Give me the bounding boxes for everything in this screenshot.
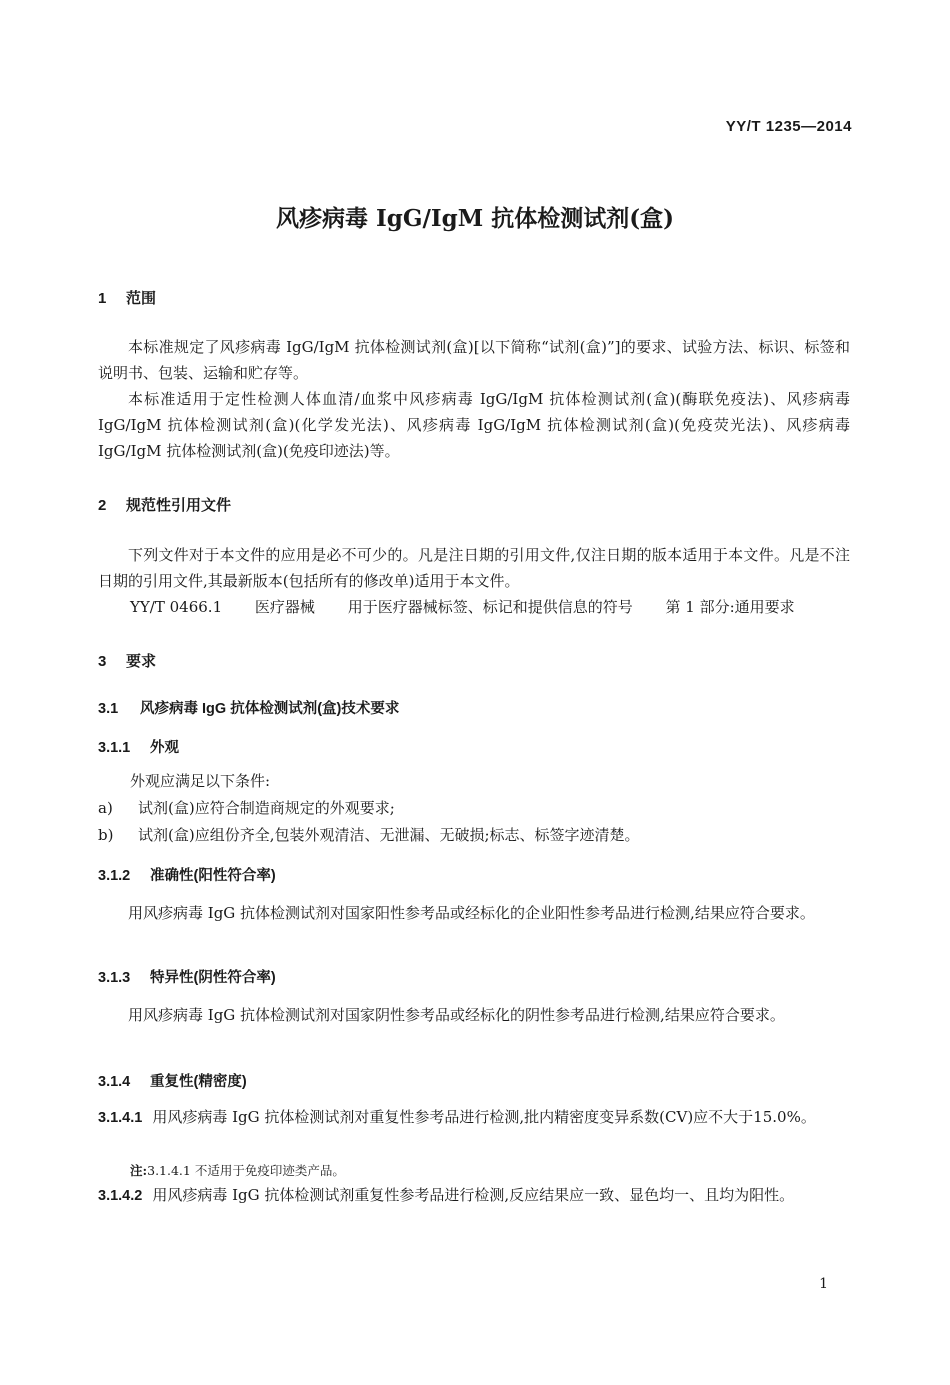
page-number: 1 bbox=[819, 1276, 828, 1292]
scope-paragraph-2: 本标准适用于定性检测人体血清/血浆中风疹病毒 IgG/IgM 抗体检测试剂(盒)(酶联免疫法)、风疹病毒 IgG/IgM 抗体检测试剂(盒)(化学发光法)、风疹病毒 IgG/IgM 抗体检测试剂(盒)(免疫荧光法)、风疹病毒 IgG/IgM 抗体检测试剂(盒)(免疫印迹法)等。 bbox=[98, 390, 850, 460]
accuracy-paragraph: 用风疹病毒 IgG 抗体检测试剂对国家阳性参考品或经标化的企业阳性参考品进行检测,结果应符合要求。 bbox=[128, 904, 815, 922]
section-title: 准确性(阳性符合率) bbox=[150, 868, 276, 884]
section-number: 3.1.1 bbox=[98, 740, 131, 756]
section-title: 范围 bbox=[126, 290, 157, 307]
repeatability-item-2 bbox=[98, 1182, 850, 1209]
item-number: 3.1.4.1 bbox=[98, 1110, 143, 1126]
section-3-1-2-heading bbox=[98, 864, 276, 885]
reference-title-part1: 医疗器械 bbox=[254, 598, 315, 616]
note-label: 注: bbox=[130, 1163, 148, 1178]
note-text: 3.1.4.1 不适用于免疫印迹类产品。 bbox=[147, 1163, 345, 1178]
standard-number: YY/T 1235—2014 bbox=[725, 118, 852, 135]
section-number: 3.1.4 bbox=[98, 1074, 131, 1090]
normative-refs-paragraph: 下列文件对于本文件的应用是必不可少的。凡是注日期的引用文件,仅注日期的版本适用于本文件。凡是不注日期的引用文件,其最新版本(包括所有的修改单)适用于本文件。 bbox=[98, 546, 850, 590]
section-number: 3.1 bbox=[98, 701, 119, 717]
section-number: 1 bbox=[98, 290, 107, 307]
note bbox=[130, 1161, 345, 1179]
section-3-heading bbox=[98, 650, 156, 671]
section-title: 特异性(阴性符合率) bbox=[150, 970, 276, 986]
section-number: 3.1.2 bbox=[98, 868, 131, 884]
reference-code: YY/T 0466.1 bbox=[130, 598, 223, 616]
section-3-1-3-heading bbox=[98, 966, 276, 987]
section-title: 风疹病毒 IgG 抗体检测试剂(盒)技术要求 bbox=[140, 701, 400, 717]
list-label: a) bbox=[98, 799, 113, 817]
list-item bbox=[98, 795, 395, 821]
section-title: 重复性(精密度) bbox=[150, 1074, 247, 1090]
scope-paragraph-1: 本标准规定了风疹病毒 IgG/IgM 抗体检测试剂(盒)[以下简称“试剂(盒)”]的要求、试验方法、标识、标签和说明书、包装、运输和贮存等。 bbox=[98, 338, 850, 382]
section-3-1-1-heading bbox=[98, 736, 179, 757]
section-title: 规范性引用文件 bbox=[126, 497, 232, 514]
reference-item bbox=[130, 594, 795, 620]
section-title: 要求 bbox=[126, 653, 157, 670]
list-text: 试剂(盒)应组份齐全,包装外观清洁、无泄漏、无破损;标志、标签字迹清楚。 bbox=[138, 826, 640, 844]
section-title: 外观 bbox=[150, 740, 179, 756]
section-number: 3.1.3 bbox=[98, 970, 131, 986]
item-text: 用风疹病毒 IgG 抗体检测试剂重复性参考品进行检测,反应结果应一致、显色均一、且均为阳性。 bbox=[152, 1186, 795, 1204]
item-number: 3.1.4.2 bbox=[98, 1188, 143, 1204]
section-number: 3 bbox=[98, 653, 107, 670]
list-label: b) bbox=[98, 826, 114, 844]
item-text: 用风疹病毒 IgG 抗体检测试剂对重复性参考品进行检测,批内精密度变异系数(CV)应不大于15.0%。 bbox=[152, 1108, 816, 1126]
specificity-paragraph: 用风疹病毒 IgG 抗体检测试剂对国家阴性参考品或经标化的阴性参考品进行检测,结果应符合要求。 bbox=[128, 1006, 785, 1024]
reference-title-part3: 第 1 部分:通用要求 bbox=[665, 598, 795, 616]
section-number: 2 bbox=[98, 497, 107, 514]
section-3-1-4-heading bbox=[98, 1070, 247, 1091]
section-2-heading bbox=[98, 494, 231, 515]
reference-title-part2: 用于医疗器械标签、标记和提供信息的符号 bbox=[347, 598, 633, 616]
document-title: 风疹病毒 IgG/IgM 抗体检测试剂(盒) bbox=[276, 205, 674, 232]
section-1-heading bbox=[98, 287, 156, 308]
appearance-intro: 外观应满足以下条件: bbox=[130, 772, 271, 790]
repeatability-item-1 bbox=[98, 1104, 850, 1131]
list-item bbox=[98, 822, 640, 848]
section-3-1-heading bbox=[98, 697, 399, 718]
list-text: 试剂(盒)应符合制造商规定的外观要求; bbox=[138, 799, 395, 817]
